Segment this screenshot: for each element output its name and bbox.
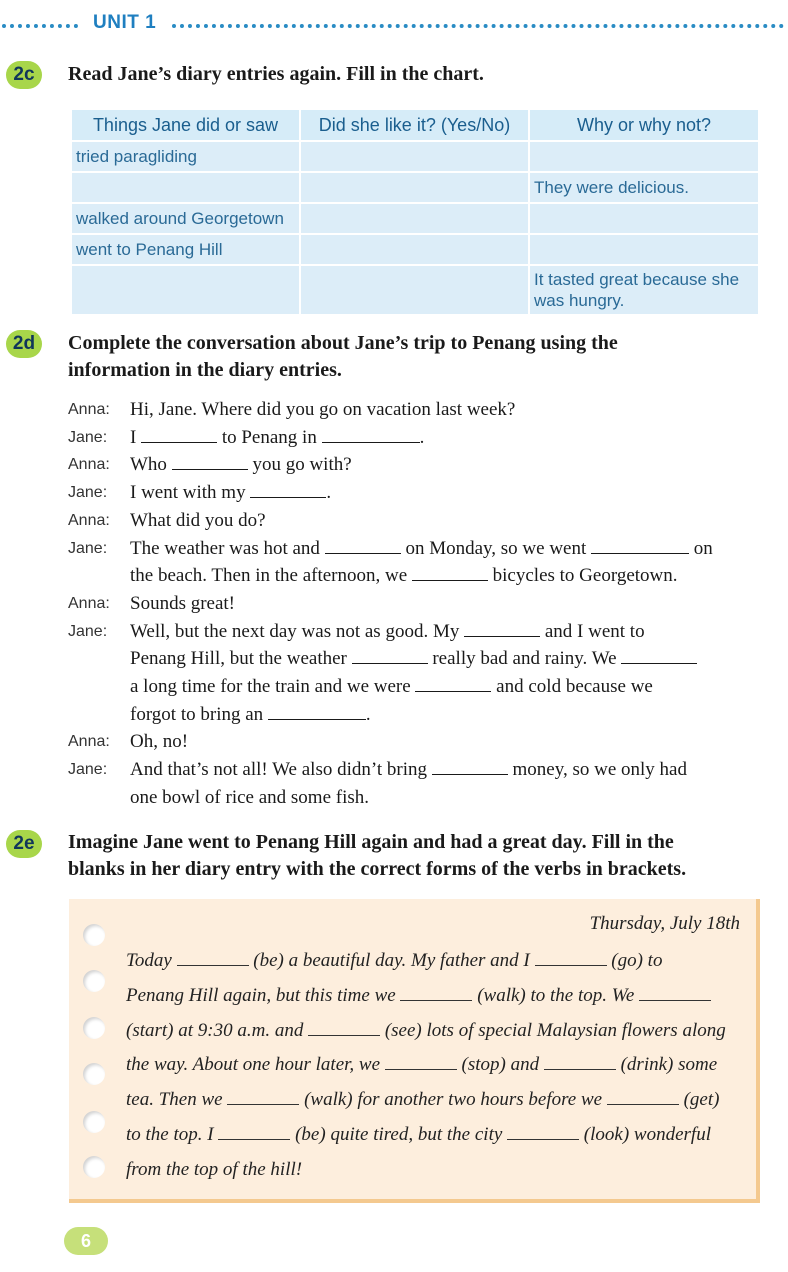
conversation [68,396,778,812]
table-row [71,203,759,234]
dialogue-line [68,479,778,507]
table-cell: They were delicious. [529,172,759,203]
speech: I to Penang in . [130,426,425,448]
column-header: Why or why not? [529,109,759,141]
answer-blank[interactable] [172,452,248,470]
table-row [71,172,759,203]
table-row [71,265,759,315]
chart-table [70,108,760,316]
answer-blank[interactable] [535,950,607,966]
answer-blank[interactable] [268,702,366,720]
answer-blank[interactable] [325,536,401,554]
diary-date: Thursday, July 18th [589,913,740,934]
diary-line: the way. About one hour later, we (stop) and (drink) some [126,1054,718,1076]
speaker: Jane: [68,484,108,502]
instruction-2d-line2: information in the diary entries. [68,359,342,381]
answer-cell[interactable] [71,172,300,203]
answer-cell[interactable] [300,141,529,172]
answer-blank[interactable] [177,950,249,966]
speech: Sounds great! [130,592,236,614]
diary-line: (start) at 9:30 a.m. and (see) lots of special Malaysian flowers along [126,1019,726,1041]
answer-blank[interactable] [352,646,428,664]
answer-cell[interactable] [71,265,300,315]
dotted-rule-right [172,24,784,28]
answer-cell[interactable] [300,265,529,315]
diary-line: to the top. I (be) quite tired, but the city (look) wonderful [126,1123,711,1145]
exercise-badge-2d: 2d [6,330,42,358]
diary-box [69,899,760,1203]
answer-blank[interactable] [141,425,217,443]
answer-blank[interactable] [507,1124,579,1140]
speaker: Jane: [68,539,108,557]
diary-line: from the top of the hill! [126,1158,303,1180]
speaker: Anna: [68,594,110,612]
speaker: Anna: [68,401,110,418]
answer-blank[interactable] [621,646,697,664]
table-cell: It tasted great because she was hungry. [529,265,759,315]
answer-blank[interactable] [415,674,491,692]
answer-blank[interactable] [227,1089,299,1105]
answer-cell[interactable] [529,141,759,172]
dotted-rule-left [2,24,78,28]
speaker: Anna: [68,456,110,474]
speech: Oh, no! [130,731,189,753]
answer-blank[interactable] [639,985,711,1001]
dialogue-line [68,756,778,811]
speech: I went with my . [130,482,332,504]
dialogue-line [68,535,778,590]
answer-blank[interactable] [385,1054,457,1070]
answer-blank[interactable] [607,1089,679,1105]
instruction-2c: Read Jane’s diary entries again. Fill in the chart. [68,63,484,85]
binder-ring-icon [83,970,105,992]
diary-line: Today (be) a beautiful day. My father and I (go) to [126,950,663,971]
speech: Who you go with? [130,454,352,476]
dialogue-line [68,590,778,618]
page-number: 6 [64,1227,108,1255]
table-row [71,234,759,265]
speech: Hi, Jane. Where did you go on vacation last week? [130,399,516,420]
diary-text [126,944,748,1188]
speaker: Jane: [68,428,108,446]
column-header: Did she like it? (Yes/No) [300,109,529,141]
unit-title: UNIT 1 [93,12,157,33]
answer-blank[interactable] [591,536,689,554]
speaker: Anna: [68,511,110,529]
diary-line: Penang Hill again, but this time we (walk) to the top. We [126,979,748,1014]
table-cell: walked around Georgetown [71,203,300,234]
dialogue-line [68,396,778,424]
column-header: Things Jane did or saw [71,109,300,141]
speaker: Jane: [68,761,108,779]
exercise-badge-2c: 2c [6,61,42,89]
binder-ring-icon [83,1063,105,1085]
speech: And that’s not all! We also didn’t bring money, so we only had one bowl of rice and some fish. [130,759,687,808]
answer-blank[interactable] [544,1054,616,1070]
table-cell: went to Penang Hill [71,234,300,265]
answer-blank[interactable] [250,480,326,498]
instruction-2e-line1: Imagine Jane went to Penang Hill again and had a great day. Fill in the [68,831,674,853]
dialogue-line [68,618,778,729]
binder-ring-icon [83,924,105,946]
dialogue-line [68,728,778,756]
speaker: Jane: [68,622,108,640]
binder-ring-icon [83,1156,105,1178]
answer-cell[interactable] [529,234,759,265]
speech: The weather was hot and on Monday, so we went on the beach. Then in the afternoon, we bicycles to Georgetown. [130,537,713,587]
answer-cell[interactable] [300,172,529,203]
diary-line: tea. Then we (walk) for another two hours before we (get) [126,1089,720,1111]
speaker: Anna: [68,733,110,751]
table-row [71,141,759,172]
answer-blank[interactable] [308,1020,380,1036]
dialogue-line [68,424,778,452]
instruction-2d-line1: Complete the conversation about Jane’s trip to Penang using the [68,332,618,354]
instruction-2e-line2: blanks in her diary entry with the correct forms of the verbs in brackets. [68,858,687,880]
answer-blank[interactable] [218,1124,290,1140]
answer-cell[interactable] [529,203,759,234]
unit-header [0,12,788,38]
answer-cell[interactable] [300,203,529,234]
dialogue-line [68,451,778,479]
exercise-badge-2e: 2e [6,830,42,858]
answer-blank[interactable] [412,563,488,581]
binder-ring-icon [83,1111,105,1133]
answer-blank[interactable] [464,619,540,637]
binder-ring-icon [83,1017,105,1039]
table-cell: tried paragliding [71,141,300,172]
dialogue-line [68,507,778,535]
answer-blank[interactable] [400,985,472,1001]
answer-blank[interactable] [322,425,420,443]
answer-blank[interactable] [432,757,508,775]
answer-cell[interactable] [300,234,529,265]
speech: What did you do? [130,509,266,531]
speech: Well, but the next day was not as good. My and I went to Penang Hill, but the weather really bad and rainy. We a long time for the train and we were and cold because we forgot to bring an . [130,618,778,729]
